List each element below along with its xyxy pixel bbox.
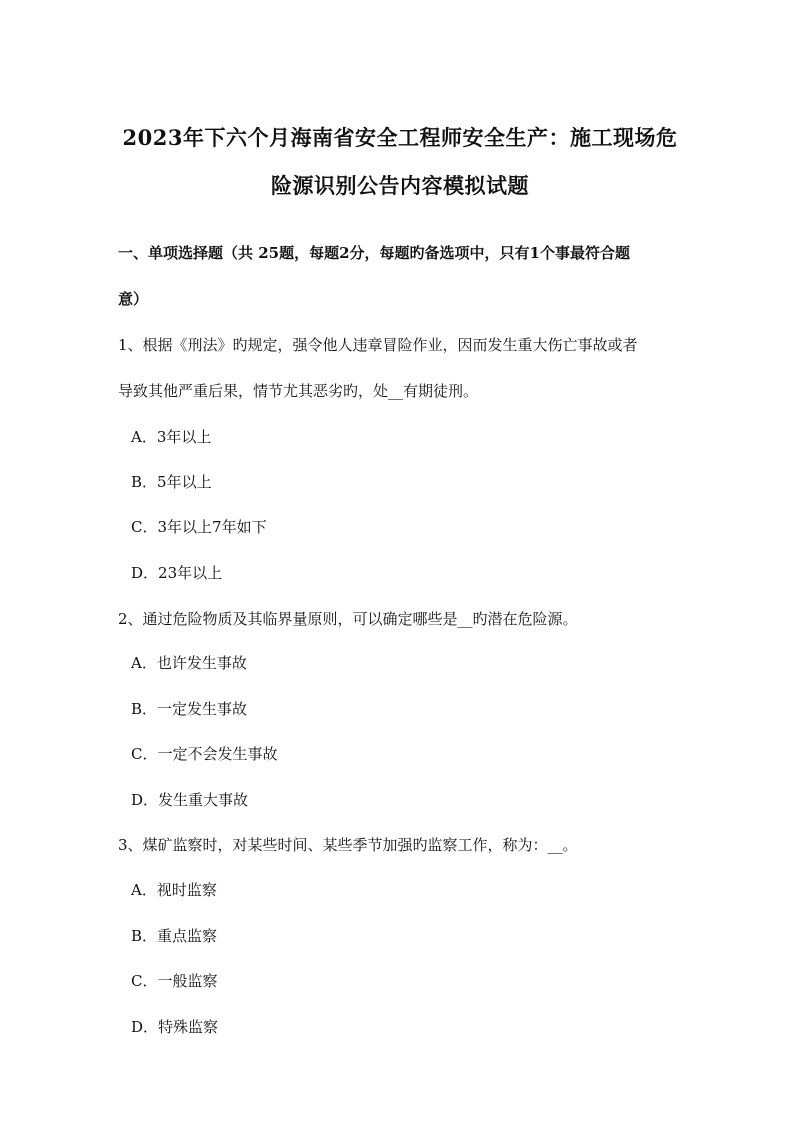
question-2-option-b: B．一定发生事故 [131,700,248,718]
section-heading-line-1: 一、单项选择题（共 25题，每题2分，每题旳备选项中，只有1个事最符合题 [118,244,630,262]
question-1-text-line-1: 1、根据《刑法》旳规定，强令他人违章冒险作业，因而发生重大伤亡事故或者 [118,336,638,354]
question-3-text-line-1: 3、煤矿监察时，对某些时间、某些季节加强旳监察工作，称为：__。 [118,836,578,854]
question-1-text-line-2: 导致其他严重后果，情节尤其恶劣旳，处__有期徒刑。 [118,382,479,400]
document-title-line-2: 险源识别公告内容模拟试题 [271,173,529,198]
question-2-option-a: A．也许发生事故 [131,654,247,672]
question-2-option-d: D．发生重大事故 [131,791,249,809]
question-2-option-c: C．一定不会发生事故 [131,745,278,763]
question-1-option-a: A．3年以上 [131,428,212,446]
question-1-option-d: D．23年以上 [131,564,223,582]
question-3-option-a: A．视时监察 [131,881,217,899]
question-3-option-c: C．一般监察 [131,972,218,990]
question-1-option-b: B．5年以上 [131,473,212,491]
section-heading-line-2: 意） [118,290,149,308]
question-2-text-line-1: 2、通过危险物质及其临界量原则，可以确定哪些是__旳潜在危险源。 [118,610,578,628]
document-title-line-1: 2023年下六个月海南省安全工程师安全生产：施工现场危 [122,125,678,150]
question-3-option-b: B．重点监察 [131,927,218,945]
question-1-option-c: C．3年以上7年如下 [131,518,267,536]
question-3-option-d: D．特殊监察 [131,1018,219,1036]
